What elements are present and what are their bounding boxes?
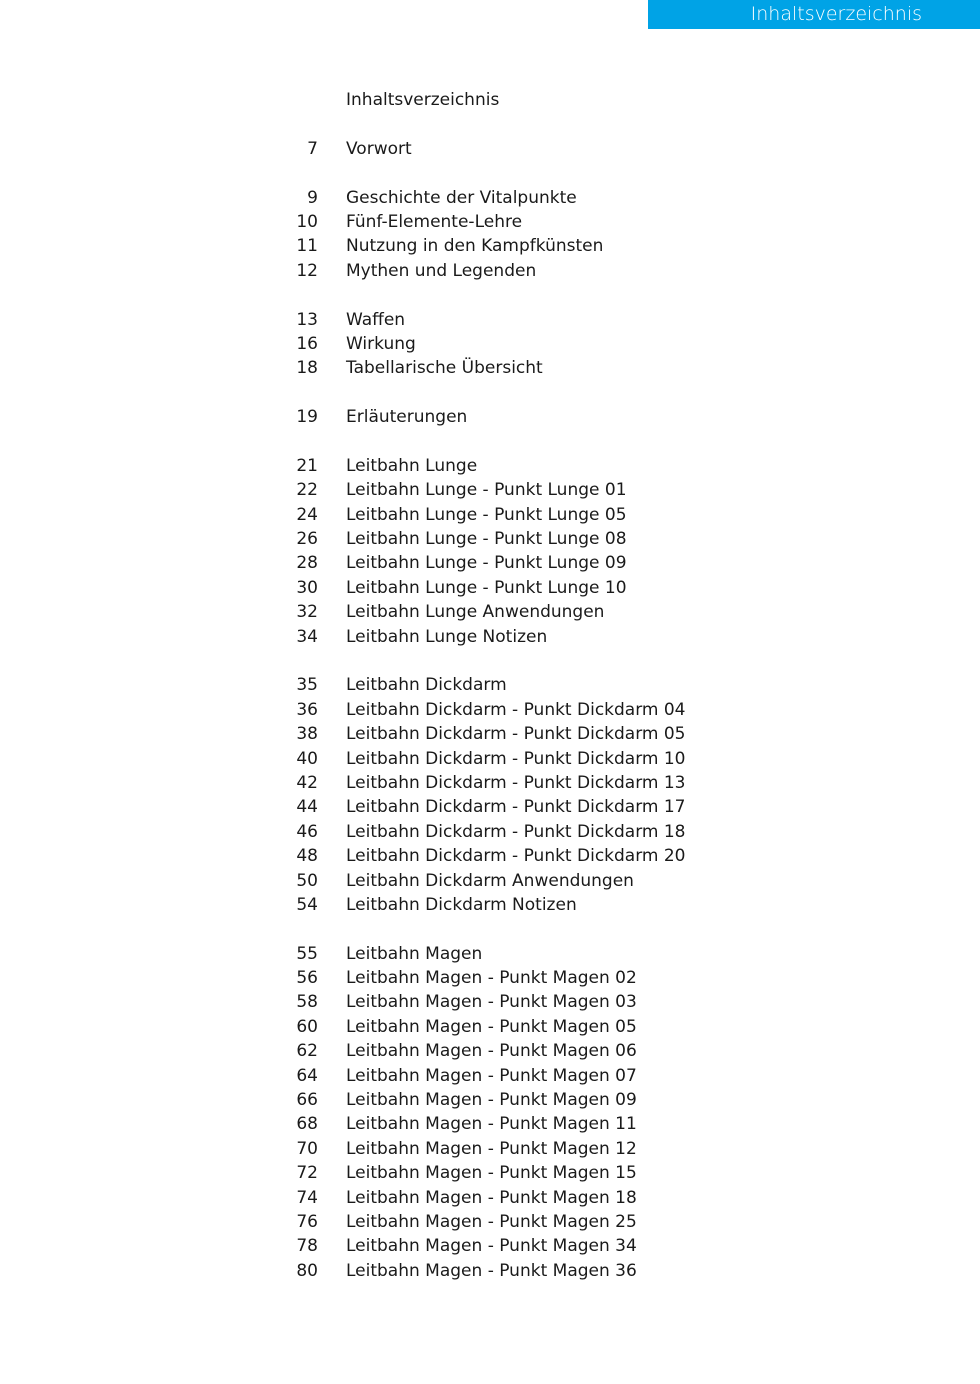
toc-page-number: 21 [296,455,318,476]
toc-title: Inhaltsverzeichnis [346,90,500,110]
toc-page-number: 30 [296,577,318,598]
toc-page-number: 54 [296,894,318,915]
toc-entry[interactable] [270,1064,730,1088]
toc-entry-label: Leitbahn Dickdarm - Punkt Dickdarm 04 [346,699,686,720]
toc-entry[interactable] [270,820,730,844]
toc-entry[interactable] [270,186,730,210]
toc-entry-label: Geschichte der Vitalpunkte [346,187,577,208]
toc-entry-label: Leitbahn Lunge - Punkt Lunge 08 [346,529,627,550]
toc-entry[interactable] [270,1039,730,1063]
toc-entry-label: Mythen und Legenden [346,260,537,281]
toc-entry[interactable] [270,1088,730,1112]
toc-entry-label: Vorwort [346,138,412,159]
toc-page-number: 44 [296,797,318,818]
toc-entry[interactable] [270,137,730,161]
toc-page-number: 10 [296,211,318,232]
toc-entry[interactable] [270,1259,730,1283]
toc-entry-label: Leitbahn Lunge - Punkt Lunge 05 [346,504,627,525]
toc-entry-label: Leitbahn Magen - Punkt Magen 05 [346,1016,637,1037]
toc-entry[interactable] [270,1112,730,1136]
toc-entry-label: Leitbahn Lunge - Punkt Lunge 09 [346,553,627,574]
toc-entry-label: Waffen [346,309,406,330]
toc-entry-label: Leitbahn Magen - Punkt Magen 07 [346,1065,637,1086]
section-header-tab: Inhaltsverzeichnis [648,0,980,29]
toc-entry[interactable] [270,795,730,819]
toc-page-number: 16 [296,333,318,354]
toc-entry[interactable] [270,990,730,1014]
toc-entry[interactable] [270,1234,730,1258]
toc-entry[interactable] [270,722,730,746]
toc-entry-label: Leitbahn Dickdarm - Punkt Dickdarm 20 [346,846,686,867]
toc-entry-label: Leitbahn Magen - Punkt Magen 09 [346,1090,637,1111]
toc-page-number: 58 [296,992,318,1013]
toc-entry[interactable] [270,210,730,234]
toc-entry[interactable] [270,356,730,380]
toc-entry-label: Tabellarische Übersicht [346,358,543,379]
toc-entry-label: Leitbahn Magen - Punkt Magen 12 [346,1138,637,1159]
toc-page-number: 80 [296,1260,318,1281]
toc-page-number: 62 [296,1041,318,1062]
toc-entry[interactable] [270,1186,730,1210]
toc-entry[interactable] [270,503,730,527]
toc-entry-label: Leitbahn Dickdarm - Punkt Dickdarm 13 [346,772,686,793]
toc-page-number: 35 [296,675,318,696]
toc-page-number: 60 [296,1016,318,1037]
toc-entry[interactable] [270,747,730,771]
toc-entry-label: Leitbahn Dickdarm - Punkt Dickdarm 05 [346,724,686,745]
toc-entry-label: Leitbahn Magen - Punkt Magen 06 [346,1041,637,1062]
toc-page-number: 40 [296,748,318,769]
toc-entry[interactable] [270,478,730,502]
table-of-contents [270,88,730,1283]
toc-entry[interactable] [270,1015,730,1039]
toc-entry-label: Leitbahn Lunge - Punkt Lunge 01 [346,480,627,501]
toc-entry[interactable] [270,332,730,356]
toc-entry[interactable] [270,454,730,478]
toc-group [270,942,730,1283]
toc-page-number: 9 [307,187,318,208]
toc-page-number: 19 [296,407,318,428]
toc-entry-label: Leitbahn Lunge Anwendungen [346,602,605,623]
toc-page-number: 76 [296,1211,318,1232]
toc-group [270,186,730,284]
toc-entry[interactable] [270,259,730,283]
toc-entry[interactable] [270,527,730,551]
toc-entry-label: Leitbahn Magen [346,943,483,964]
toc-entry-label: Leitbahn Dickdarm Anwendungen [346,870,634,891]
toc-entry-label: Leitbahn Dickdarm - Punkt Dickdarm 10 [346,748,686,769]
toc-entry-label: Leitbahn Magen - Punkt Magen 02 [346,968,637,989]
toc-entry[interactable] [270,893,730,917]
toc-page-number: 46 [296,821,318,842]
toc-entry-label: Leitbahn Lunge - Punkt Lunge 10 [346,577,627,598]
toc-entry-label: Leitbahn Magen - Punkt Magen 15 [346,1163,637,1184]
toc-page-number: 68 [296,1114,318,1135]
toc-entry-label: Leitbahn Lunge [346,455,478,476]
toc-page-number: 55 [296,943,318,964]
toc-group [270,137,730,161]
toc-page-number: 11 [296,236,318,257]
toc-page-number: 74 [296,1187,318,1208]
toc-entry[interactable] [270,966,730,990]
toc-entry-label: Leitbahn Magen - Punkt Magen 18 [346,1187,637,1208]
toc-entry[interactable] [270,771,730,795]
toc-page-number: 48 [296,846,318,867]
toc-page-number: 28 [296,553,318,574]
toc-entry-label: Erläuterungen [346,407,468,428]
toc-group [270,405,730,429]
toc-page-number: 38 [296,724,318,745]
toc-entry[interactable] [270,405,730,429]
toc-group [270,454,730,649]
toc-page-number: 7 [307,138,318,159]
toc-page-number: 56 [296,968,318,989]
toc-page-number: 34 [296,626,318,647]
toc-entry[interactable] [270,1210,730,1234]
toc-page-number: 50 [296,870,318,891]
toc-entry-label: Leitbahn Dickdarm Notizen [346,894,577,915]
toc-entry[interactable] [270,234,730,258]
toc-page-number: 66 [296,1090,318,1111]
toc-page-number: 42 [296,772,318,793]
toc-entry[interactable] [270,869,730,893]
toc-entry[interactable] [270,1161,730,1185]
toc-page-number: 72 [296,1163,318,1184]
toc-page-number: 64 [296,1065,318,1086]
toc-group [270,673,730,917]
toc-entry[interactable] [270,1137,730,1161]
toc-entry[interactable] [270,308,730,332]
toc-page-number: 12 [296,260,318,281]
toc-entry-label: Leitbahn Magen - Punkt Magen 34 [346,1236,637,1257]
toc-entry-label: Wirkung [346,333,416,354]
toc-groups [270,137,730,1283]
toc-page-number: 13 [296,309,318,330]
toc-entry-label: Fünf-Elemente-Lehre [346,211,523,232]
toc-entry-label: Leitbahn Dickdarm - Punkt Dickdarm 17 [346,797,686,818]
toc-entry[interactable] [270,625,730,649]
toc-page-number: 70 [296,1138,318,1159]
toc-entry[interactable] [270,551,730,575]
toc-page-number: 24 [296,504,318,525]
toc-page-number: 18 [296,358,318,379]
toc-entry-label: Leitbahn Dickdarm - Punkt Dickdarm 18 [346,821,686,842]
toc-page-number: 36 [296,699,318,720]
toc-entry[interactable] [270,844,730,868]
toc-group [270,308,730,381]
toc-entry-label: Leitbahn Dickdarm [346,675,507,696]
toc-entry[interactable] [270,698,730,722]
toc-entry-label: Leitbahn Magen - Punkt Magen 11 [346,1114,637,1135]
toc-entry[interactable] [270,576,730,600]
toc-entry[interactable] [270,600,730,624]
toc-entry-label: Leitbahn Magen - Punkt Magen 03 [346,992,637,1013]
toc-entry-label: Leitbahn Magen - Punkt Magen 36 [346,1260,637,1281]
toc-page-number: 22 [296,480,318,501]
toc-page-number: 78 [296,1236,318,1257]
toc-page-number: 26 [296,529,318,550]
toc-entry-label: Nutzung in den Kampfkünsten [346,236,604,257]
toc-entry[interactable] [270,942,730,966]
toc-page-number: 32 [296,602,318,623]
toc-entry-label: Leitbahn Lunge Notizen [346,626,548,647]
toc-entry-label: Leitbahn Magen - Punkt Magen 25 [346,1211,637,1232]
toc-entry[interactable] [270,673,730,697]
